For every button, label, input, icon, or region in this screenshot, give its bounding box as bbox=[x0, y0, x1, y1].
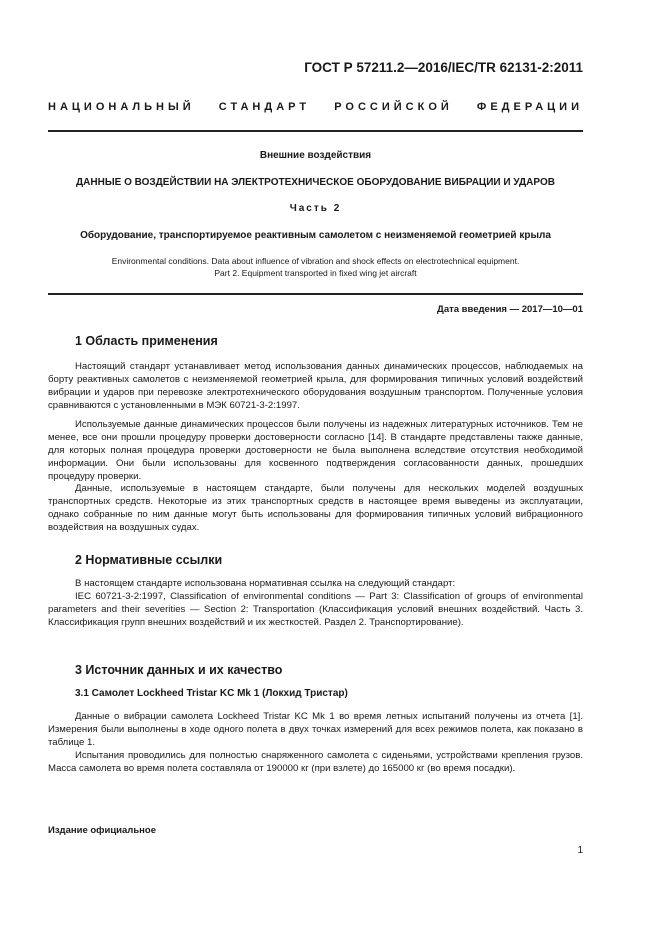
part-number: Часть 2 bbox=[289, 203, 342, 214]
section-1-paragraph-2: Используемые данные динамических процессов были получены из надежных литературных источников. Тем не менее, все они прошли процедуру проверки достоверности согласно [14]. В стандарте представлены также данные, для которых полная процедура проверки достоверности не была выполнена вследствие отсутствия необходимой информации. Они были использованы для косвенного подтверждения согласованности данных, прошедших процедуру проверки. bbox=[48, 419, 583, 482]
english-title-line-1: Environmental conditions. Data about influence of vibration and shock effects on electrotechnical equipment. bbox=[111, 256, 520, 266]
title-divider bbox=[48, 293, 583, 295]
section-2-paragraph-2: IEC 60721-3-2:1997, Classification of environmental conditions — Part 3: Classification of groups of environmental parameters and their severities — Section 2: Transportation (Классификация условий внешних воздействий. Часть 3. Классификация групп внешних воздействий и их жесткостей. Раздел 2. Транспортирование). bbox=[48, 591, 583, 628]
top-divider bbox=[48, 130, 583, 132]
document-subtitle: Оборудование, транспортируемое реактивным самолетом с неизменяемой геометрией крыла bbox=[80, 230, 551, 241]
page-number: 1 bbox=[577, 845, 583, 856]
section-3-1-paragraph-1: Данные о вибрации самолета Lockheed Tristar KC Mk 1 во время летных испытаний получены из отчета [1]. Измерения были выполнены в ходе одного полета в двух точках измерений для всех режимов полета, как показано в таблице 1. bbox=[48, 711, 583, 748]
english-title-line-2: Part 2. Equipment transported in fixed wing jet aircraft bbox=[214, 268, 417, 278]
section-2-paragraph-1: В настоящем стандарте использована нормативная ссылка на следующий стандарт: bbox=[75, 578, 456, 589]
edition-label: Издание официальное bbox=[48, 825, 156, 836]
section-3-1-heading: 3.1 Самолет Lockheed Tristar KC Mk 1 (Локхид Тристар) bbox=[75, 688, 348, 699]
section-1-paragraph-3: Данные, используемые в настоящем стандарте, были получены для нескольких моделей воздушных транспортных средств. Некоторые из этих транспортных средств в настоящее время выведены из эксплуатации, однако собранные по ним данные могут быть использованы для формирования типичных условий вибрационного воздействия на воздушных судах. bbox=[48, 483, 583, 533]
series-title: Внешние воздействия bbox=[259, 150, 372, 161]
section-1-heading: 1 Область применения bbox=[75, 334, 218, 348]
national-standard-banner: НАЦИОНАЛЬНЫЙ СТАНДАРТ РОССИЙСКОЙ ФЕДЕРАЦИИ bbox=[48, 101, 583, 113]
section-3-heading: 3 Источник данных и их качество bbox=[75, 663, 283, 677]
section-2-heading: 2 Нормативные ссылки bbox=[75, 553, 223, 567]
document-title: ДАННЫЕ О ВОЗДЕЙСТВИИ НА ЭЛЕКТРОТЕХНИЧЕСКОЕ ОБОРУДОВАНИЕ ВИБРАЦИИ И УДАРОВ bbox=[76, 177, 555, 188]
section-1-paragraph-1: Настоящий стандарт устанавливает метод использования данных динамических процессов, наблюдаемых на борту реактивных самолетов с неизменяемой геометрией крыла, для формирования типичных условий воздействий вибрации и ударов при перевозке электротехнического оборудования воздушным транспортом. Полученные условия сравниваются с установленными в МЭК 60721-3-2:1997. bbox=[48, 361, 583, 411]
section-3-1-paragraph-2: Испытания проводились для полностью снаряженного самолета с сиденьями, устройствами крепления грузов. Масса самолета во время полета составляла от 190000 кг (при взлете) до 165000 кг (во время посадки). bbox=[48, 750, 583, 774]
introduction-date: Дата введения — 2017—10—01 bbox=[437, 304, 583, 315]
standard-id: ГОСТ Р 57211.2—2016/IEC/TR 62131-2:2011 bbox=[304, 60, 583, 75]
